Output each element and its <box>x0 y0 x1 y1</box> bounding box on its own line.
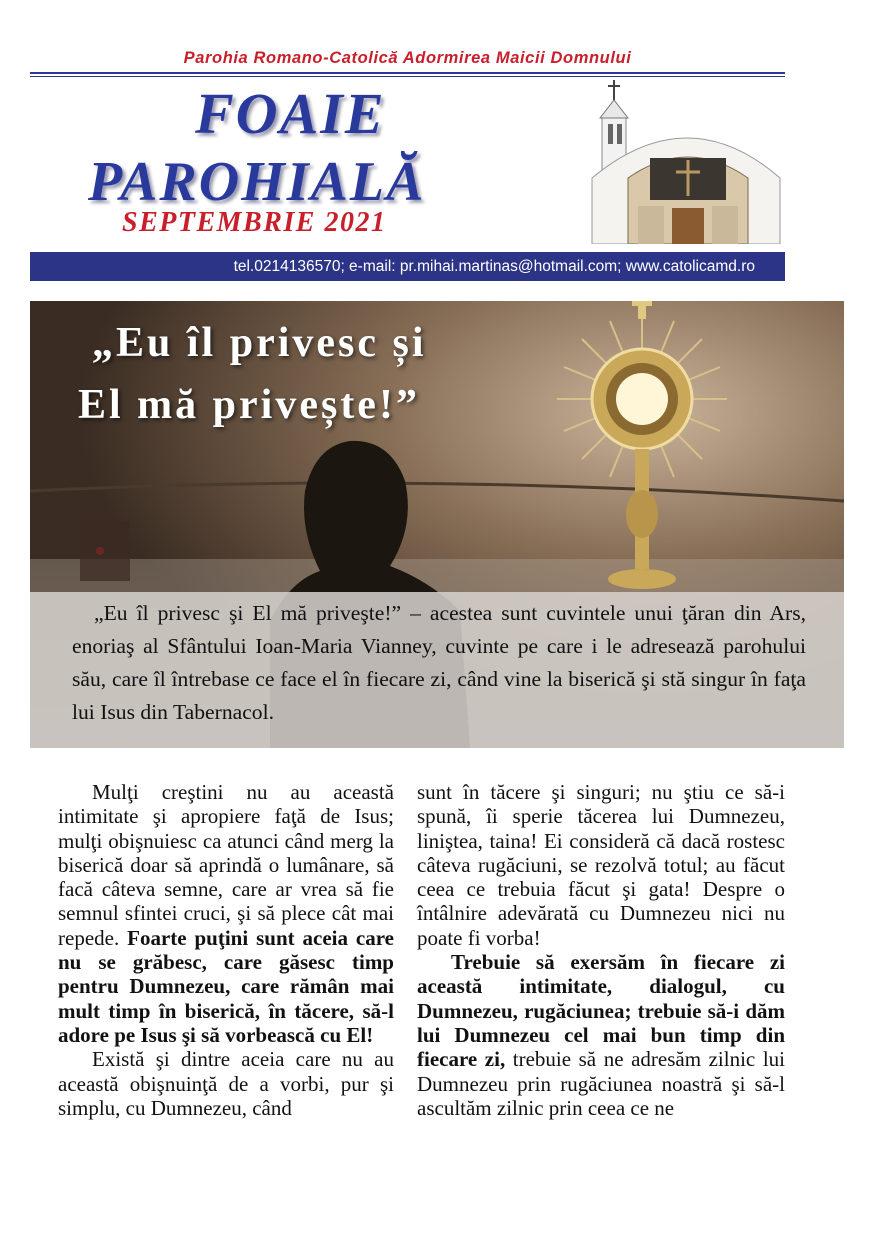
article-paragraph <box>58 780 394 1047</box>
hero-quote-line2: El mă privește!” <box>78 382 420 428</box>
article-paragraph: sunt în tăcere şi singuri; nu ştiu ce să-i spună, îi sperie tăcerea lui Dumnezeu, liniştea, taina! Ei consideră că dacă rostesc câteva rugăciuni, se rezolvă totul; au făcut ceea ce trebuia făcut şi gata! Despre o întâlnire adevărată cu Dumnezeu nici nu poate fi vorba! <box>417 780 785 950</box>
article-paragraph <box>417 950 785 1120</box>
title-foaie: FOAIE <box>195 81 386 146</box>
parish-name: Parohia Romano-Catolică Adormirea Maicii Domnului <box>183 49 632 67</box>
contact-bar: tel.0214136570; e-mail: pr.mihai.martinas@hotmail.com; www.catolicamd.ro <box>30 252 785 281</box>
hero-caption: „Eu îl privesc şi El mă priveşte!” – acestea sunt cuvintele unui ţăran din Ars, enoriaş al Sfântului Ioan-Maria Vianney, cuvinte pe care i le adresează parohului său, care îl întrebase ce face el în fiecare zi, când vine la biserică şi stă singur în faţa lui Isus din Tabernacol. <box>72 601 806 724</box>
title-parohiala: PAROHIALĂ <box>88 151 426 213</box>
header-rule-thin <box>30 76 785 77</box>
article-paragraph: Există şi dintre aceia care nu au această obişnuinţă de a vorbi, pur şi simplu, cu Dumnezeu, când <box>58 1047 394 1120</box>
article-text: trebuie să ne adresăm zilnic lui Dumnezeu prin rugăciunea noastră şi să-l ascultăm zilnic prin ceea ce ne <box>417 1047 785 1120</box>
article-emphasis: Foarte puţini sunt aceia care nu se grăbesc, care găsesc timp pentru Dumnezeu, care rămân mai mult timp în biserică, în tăcere, să-l adore pe Isus şi să vorbească cu El! <box>58 925 394 1047</box>
article-column-right <box>417 780 785 1120</box>
article-column-left <box>58 780 394 1120</box>
header-rule-top <box>30 72 785 74</box>
article-text: Mulţi creştini nu au această intimitate şi apropiere faţă de Isus; mulţi obişnuiesc ca atunci când merg la biserică doar să aprindă o lumânare, să facă câteva semne, care ar vrea să fie semnul sfintei cruci, şi să plece cât mai repede. <box>58 780 394 950</box>
church-photo <box>588 78 784 244</box>
article-emphasis: Trebuie să exersăm în fiecare zi această intimitate, dialogul, cu Dumnezeu, rugăciunea; trebuie să-i dăm lui Dumnezeu cel mai bun timp din fiecare zi, <box>417 950 785 1072</box>
issue-month: SEPTEMBRIE 2021 <box>122 207 387 238</box>
hero-image <box>30 301 844 748</box>
hero-quote-line1: „Eu îl privesc și <box>92 320 427 366</box>
